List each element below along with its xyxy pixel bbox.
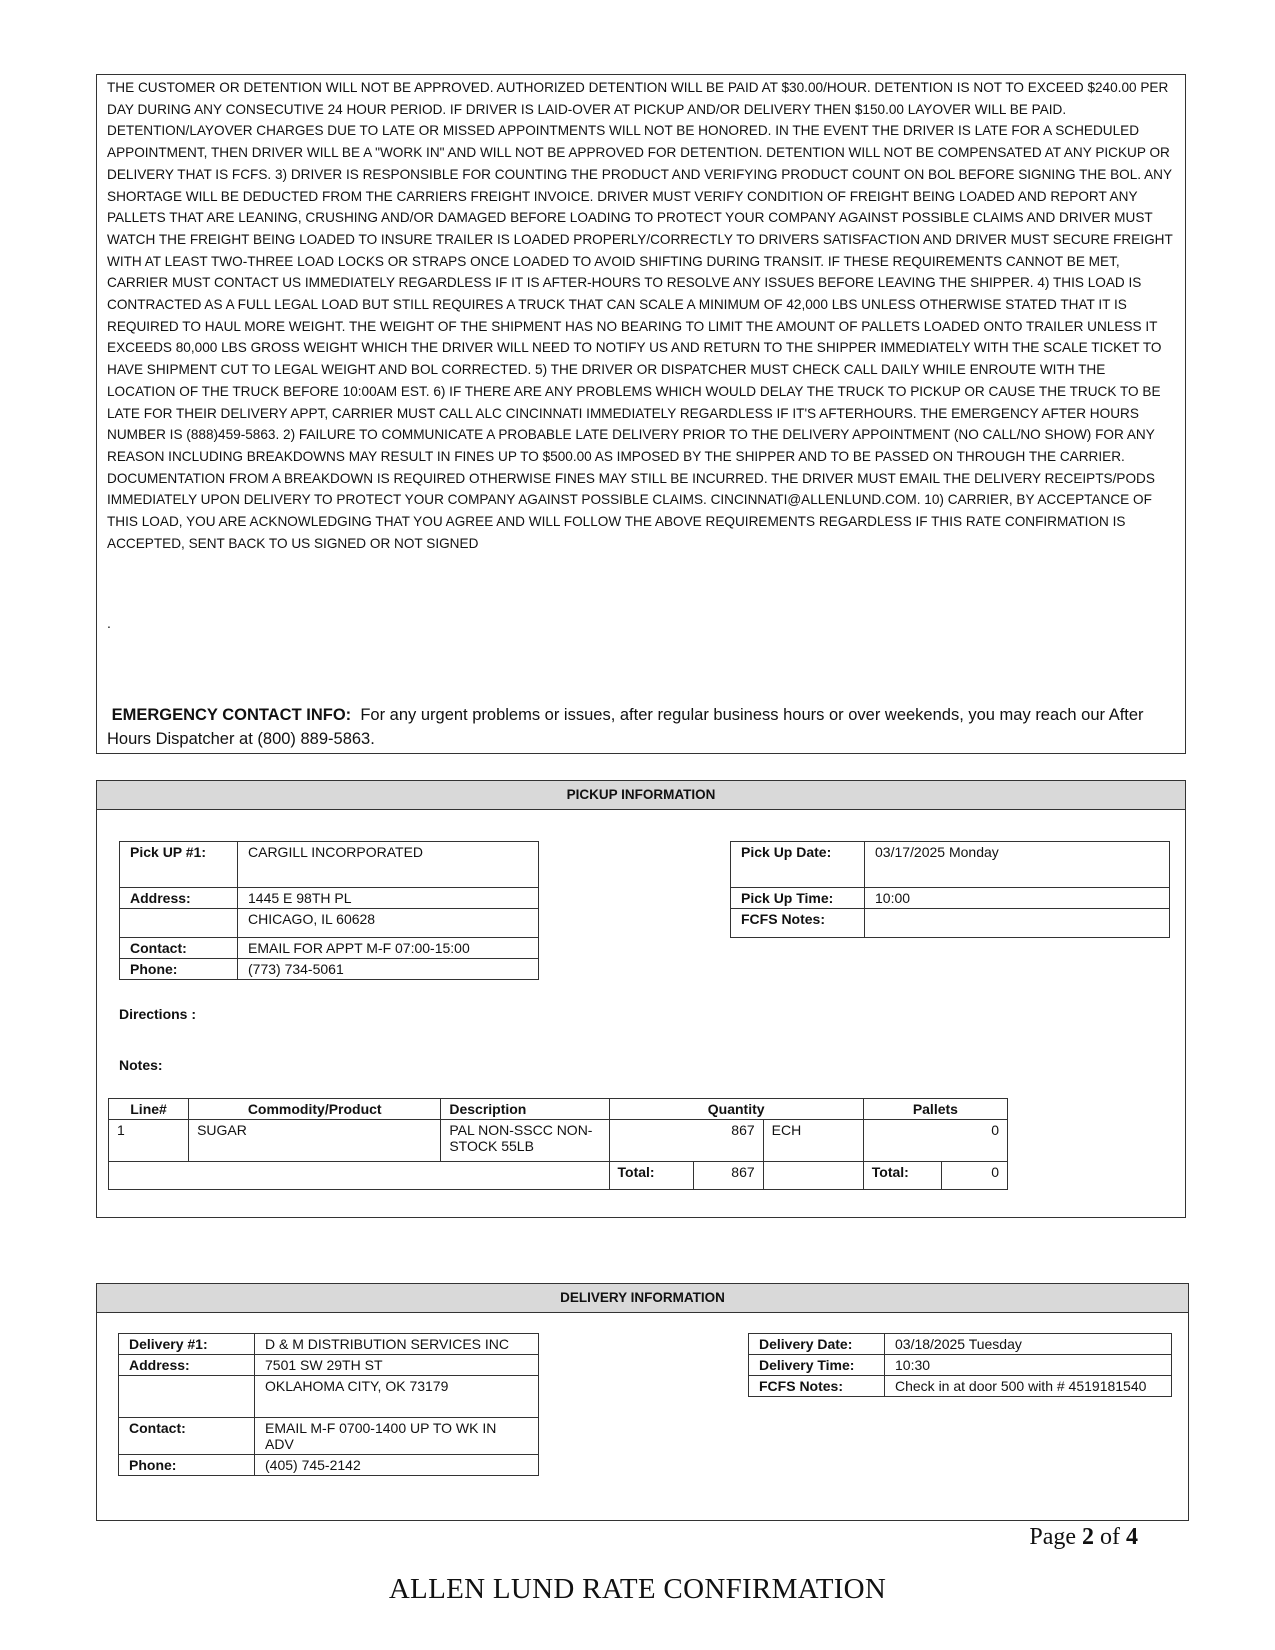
table-row — [109, 1120, 1008, 1162]
delivery-contact-label: Contact: — [119, 1418, 255, 1455]
col-pallets: Pallets — [863, 1099, 1007, 1120]
emergency-text: For any urgent problems or issues, after regular business hours or over weekends, you may reach our After Hours Dispatcher at (800) 889-5863. — [107, 706, 1144, 748]
total-quantity: 867 — [693, 1162, 763, 1190]
total-quantity-label: Total: — [609, 1162, 693, 1190]
pickup-location-table — [119, 841, 539, 980]
delivery-header: DELIVERY INFORMATION — [97, 1284, 1188, 1313]
col-quantity: Quantity — [609, 1099, 863, 1120]
delivery-date-label: Delivery Date: — [749, 1334, 885, 1355]
delivery-date: 03/18/2025 Tuesday — [885, 1334, 1172, 1355]
pickup-label: Pick UP #1: — [120, 842, 238, 888]
pickup-contact-label: Contact: — [120, 938, 238, 959]
page-of: of — [1100, 1524, 1120, 1550]
pickup-date: 03/17/2025 Monday — [865, 842, 1170, 888]
page-total: 4 — [1126, 1524, 1138, 1550]
page-prefix: Page — [1029, 1524, 1076, 1550]
pickup-phone-label: Phone: — [120, 959, 238, 980]
delivery-phone: (405) 745-2142 — [255, 1455, 539, 1476]
delivery-address-label: Address: — [119, 1355, 255, 1376]
item-description: PAL NON-SSCC NON-STOCK 55LB — [441, 1120, 609, 1162]
emergency-contact — [107, 703, 1177, 751]
terms-dot: . — [107, 615, 111, 631]
pickup-fcfs-label: FCFS Notes: — [731, 909, 865, 938]
directions-label: Directions : — [119, 1006, 197, 1022]
item-unit: ECH — [763, 1120, 863, 1162]
pickup-name: CARGILL INCORPORATED — [238, 842, 539, 888]
delivery-time-label: Delivery Time: — [749, 1355, 885, 1376]
pickup-time: 10:00 — [865, 888, 1170, 909]
pickup-address-label: Address: — [120, 888, 238, 909]
item-pallets: 0 — [863, 1120, 1007, 1162]
terms-text: THE CUSTOMER OR DETENTION WILL NOT BE APPROVED. AUTHORIZED DETENTION WILL BE PAID AT $30.00/HOUR. DETENTION IS NOT TO EXCEED $240.00 PER DAY DURING ANY CONSECUTIVE 24 HOUR PERIOD. IF DRIVER IS LAID-OVER AT PICKUP AND/OR DELIVERY THEN $150.00 LAYOVER WILL BE PAID. DETENTION/LAYOVER CHARGES DUE TO LATE OR MISSED APPOINTMENTS WILL NOT BE HONORED. IN THE EVENT THE DRIVER IS LATE FOR A SCHEDULED APPOINTMENT, THEN DRIVER WILL BE A "WORK IN" AND WILL NOT BE APPROVED FOR DETENTION. DETENTION WILL NOT BE COMPENSATED AT ANY PICKUP OR DELIVERY THAT IS FCFS. 3) DRIVER IS RESPONSIBLE FOR COUNTING THE PRODUCT AND VERIFYING PRODUCT COUNT ON BOL BEFORE SIGNING THE BOL. ANY SHORTAGE WILL BE DEDUCTED FROM THE CARRIERS FREIGHT INVOICE. DRIVER MUST VERIFY CONDITION OF FREIGHT BEING LOADED AND REPORT ANY PALLETS THAT ARE LEANING, CRUSHING AND/OR DAMAGED BEFORE LOADING TO PROTECT YOUR COMPANY AGAINST POSSIBLE CLAIMS AND DRIVER MUST WATCH THE FREIGHT BEING LOADED TO INSURE TRAILER IS LOADED PROPERLY/CORRECTLY TO DRIVERS SATISFACTION AND DRIVER MUST SECURE FREIGHT WITH AT LEAST TWO-THREE LOAD LOCKS OR STRAPS ONCE LOADED TO AVOID SHIFTING DURING TRANSIT. IF THESE REQUIREMENTS CANNOT BE MET, CARRIER MUST CONTACT US IMMEDIATELY REGARDLESS IF IT IS AFTER-HOURS TO RESOLVE ANY ISSUES BEFORE LEAVING THE SHIPPER. 4) THIS LOAD IS CONTRACTED AS A FULL LEGAL LOAD BUT STILL REQUIRES A TRUCK THAT CAN SCALE A MINIMUM OF 42,000 LBS UNLESS OTHERWISE STATED THAT IT IS REQUIRED TO HAUL MORE WEIGHT. THE WEIGHT OF THE SHIPMENT HAS NO BEARING TO LIMIT THE AMOUNT OF PALLETS LOADED ONTO TRAILER UNLESS IT EXCEEDS 80,000 LBS GROSS WEIGHT WHICH THE DRIVER WILL NEED TO NOTIFY US AND RETURN TO THE SHIPPER IMMEDIATELY WITH THE SCALE TICKET TO HAVE SHIPMENT CUT TO LEGAL WEIGHT AND BOL CORRECTED. 5) THE DRIVER OR DISPATCHER MUST CHECK CALL DAILY WHILE ENROUTE WITH THE LOCATION OF THE TRUCK BEFORE 10:00AM EST. 6) IF THERE ARE ANY PROBLEMS WHICH WOULD DELAY THE TRUCK TO PICKUP OR CAUSE THE TRUCK TO BE LATE FOR THEIR DELIVERY APPT, CARRIER MUST CALL ALC CINCINNATI IMMEDIATELY REGARDLESS IF IT'S AFTERHOURS. THE EMERGENCY AFTER HOURS NUMBER IS (888)459-5863. 2) FAILURE TO COMMUNICATE A PROBABLE LATE DELIVERY PRIOR TO THE DELIVERY APPOINTMENT (NO CALL/NO SHOW) FOR ANY REASON INCLUDING BREAKDOWNS MAY RESULT IN FINES UP TO $500.00 AS IMPOSED BY THE SHIPPER AND TO BE PASSED ON THROUGH THE CARRIER. DOCUMENTATION FROM A BREAKDOWN IS REQUIRED OTHERWISE FINES MAY STILL BE INCURRED. THE DRIVER MUST EMAIL THE DELIVERY RECEIPTS/PODS IMMEDIATELY UPON DELIVERY TO PROTECT YOUR COMPANY AGAINST POSSIBLE CLAIMS. CINCINNATI@ALLENLUND.COM. 10) CARRIER, BY ACCEPTANCE OF THIS LOAD, YOU ARE ACKNOWLEDGING THAT YOU AGREE AND WILL FOLLOW THE ABOVE REQUIREMENTS REGARDLESS IF THIS RATE CONFIRMATION IS ACCEPTED, SENT BACK TO US SIGNED OR NOT SIGNED — [107, 80, 1173, 551]
delivery-schedule-table — [748, 1333, 1172, 1397]
item-line: 1 — [109, 1120, 189, 1162]
total-pallets-label: Total: — [863, 1162, 941, 1190]
pickup-address-line2: CHICAGO, IL 60628 — [238, 909, 539, 938]
delivery-address-line1: 7501 SW 29TH ST — [255, 1355, 539, 1376]
total-pallets: 0 — [941, 1162, 1007, 1190]
delivery-location-table — [118, 1333, 539, 1476]
delivery-fcfs: Check in at door 500 with # 4519181540 — [885, 1376, 1172, 1397]
page-number — [1029, 1524, 1138, 1551]
delivery-fcfs-label: FCFS Notes: — [749, 1376, 885, 1397]
item-quantity: 867 — [609, 1120, 763, 1162]
pickup-items-table — [108, 1098, 1008, 1190]
pickup-contact: EMAIL FOR APPT M-F 07:00-15:00 — [238, 938, 539, 959]
pickup-address-line1: 1445 E 98TH PL — [238, 888, 539, 909]
delivery-phone-label: Phone: — [119, 1455, 255, 1476]
pickup-fcfs — [865, 909, 1170, 938]
notes-label: Notes: — [119, 1057, 163, 1073]
pickup-header: PICKUP INFORMATION — [97, 781, 1185, 810]
page-current: 2 — [1082, 1524, 1094, 1550]
delivery-label: Delivery #1: — [119, 1334, 255, 1355]
delivery-section — [96, 1283, 1189, 1521]
col-line: Line# — [109, 1099, 189, 1120]
item-commodity: SUGAR — [189, 1120, 441, 1162]
col-description: Description — [441, 1099, 609, 1120]
pickup-date-label: Pick Up Date: — [731, 842, 865, 888]
delivery-address-line2: OKLAHOMA CITY, OK 73179 — [255, 1376, 539, 1418]
totals-row — [109, 1162, 1008, 1190]
pickup-time-label: Pick Up Time: — [731, 888, 865, 909]
pickup-schedule-table — [730, 841, 1170, 938]
pickup-section — [96, 780, 1186, 1218]
delivery-name: D & M DISTRIBUTION SERVICES INC — [255, 1334, 539, 1355]
delivery-contact: EMAIL M-F 0700-1400 UP TO WK IN ADV — [255, 1418, 539, 1455]
pickup-phone: (773) 734-5061 — [238, 959, 539, 980]
col-commodity: Commodity/Product — [189, 1099, 441, 1120]
document-title: ALLEN LUND RATE CONFIRMATION — [388, 1573, 887, 1605]
delivery-time: 10:30 — [885, 1355, 1172, 1376]
emergency-label: EMERGENCY CONTACT INFO: — [111, 706, 352, 724]
terms-box — [96, 74, 1186, 754]
